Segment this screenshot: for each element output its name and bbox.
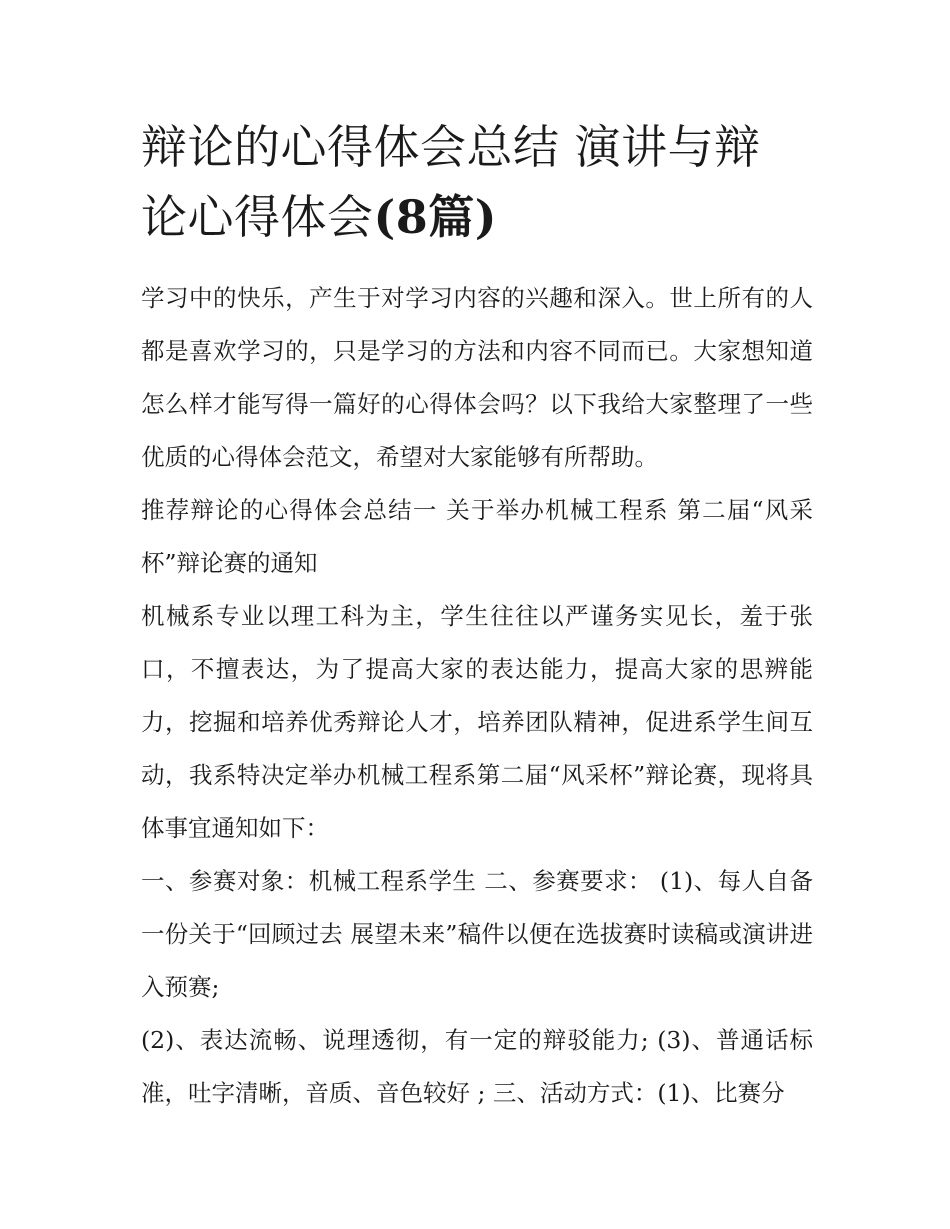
document-body (141, 112, 813, 1120)
paragraph-intro: 学习中的快乐，产生于对学习内容的兴趣和深入。世上所有的人都是喜欢学习的，只是学习的方法和内容不同而已。大家想知道怎么样才能写得一篇好的心得体会吗？以下我给大家整理了一些优质的心得体会范文，希望对大家能够有所帮助。 (141, 284, 813, 471)
paragraph-format: (2)、表达流畅、说理透彻，有一定的辩驳能力; (3)、普通话标准，吐字清晰，音质、音色较好 ; 三、活动方式：(1)、比赛分 (141, 1026, 813, 1107)
title-line-1: 辩论的心得体会总结 演讲与辩 (141, 120, 761, 174)
title-count: (8篇) (373, 190, 498, 244)
paragraph-background: 机械系专业以理工科为主，学生往往以严谨务实见长，羞于张口，不擅表达，为了提高大家的表达能力，提高大家的思辨能力，挖掘和培养优秀辩论人才，培养团队精神，促进系学生间互动，我系特决定举办机械工程系第二届“风采杯”辩论赛，现将具体事宜通知如下： (141, 602, 813, 842)
document-title (141, 112, 813, 252)
paragraph-heading-notice: 推荐辩论的心得体会总结一 关于举办机械工程系 第二届“风采杯”辩论赛的通知 (141, 496, 813, 577)
title-line-2: 论心得体会(8篇) (141, 190, 498, 244)
paragraph-requirements: 一、参赛对象：机械工程系学生 二、参赛要求： (1)、每人自备一份关于“回顾过去 展望未来”稿件以便在选拔赛时读稿或演讲进入预赛; (141, 867, 813, 1001)
